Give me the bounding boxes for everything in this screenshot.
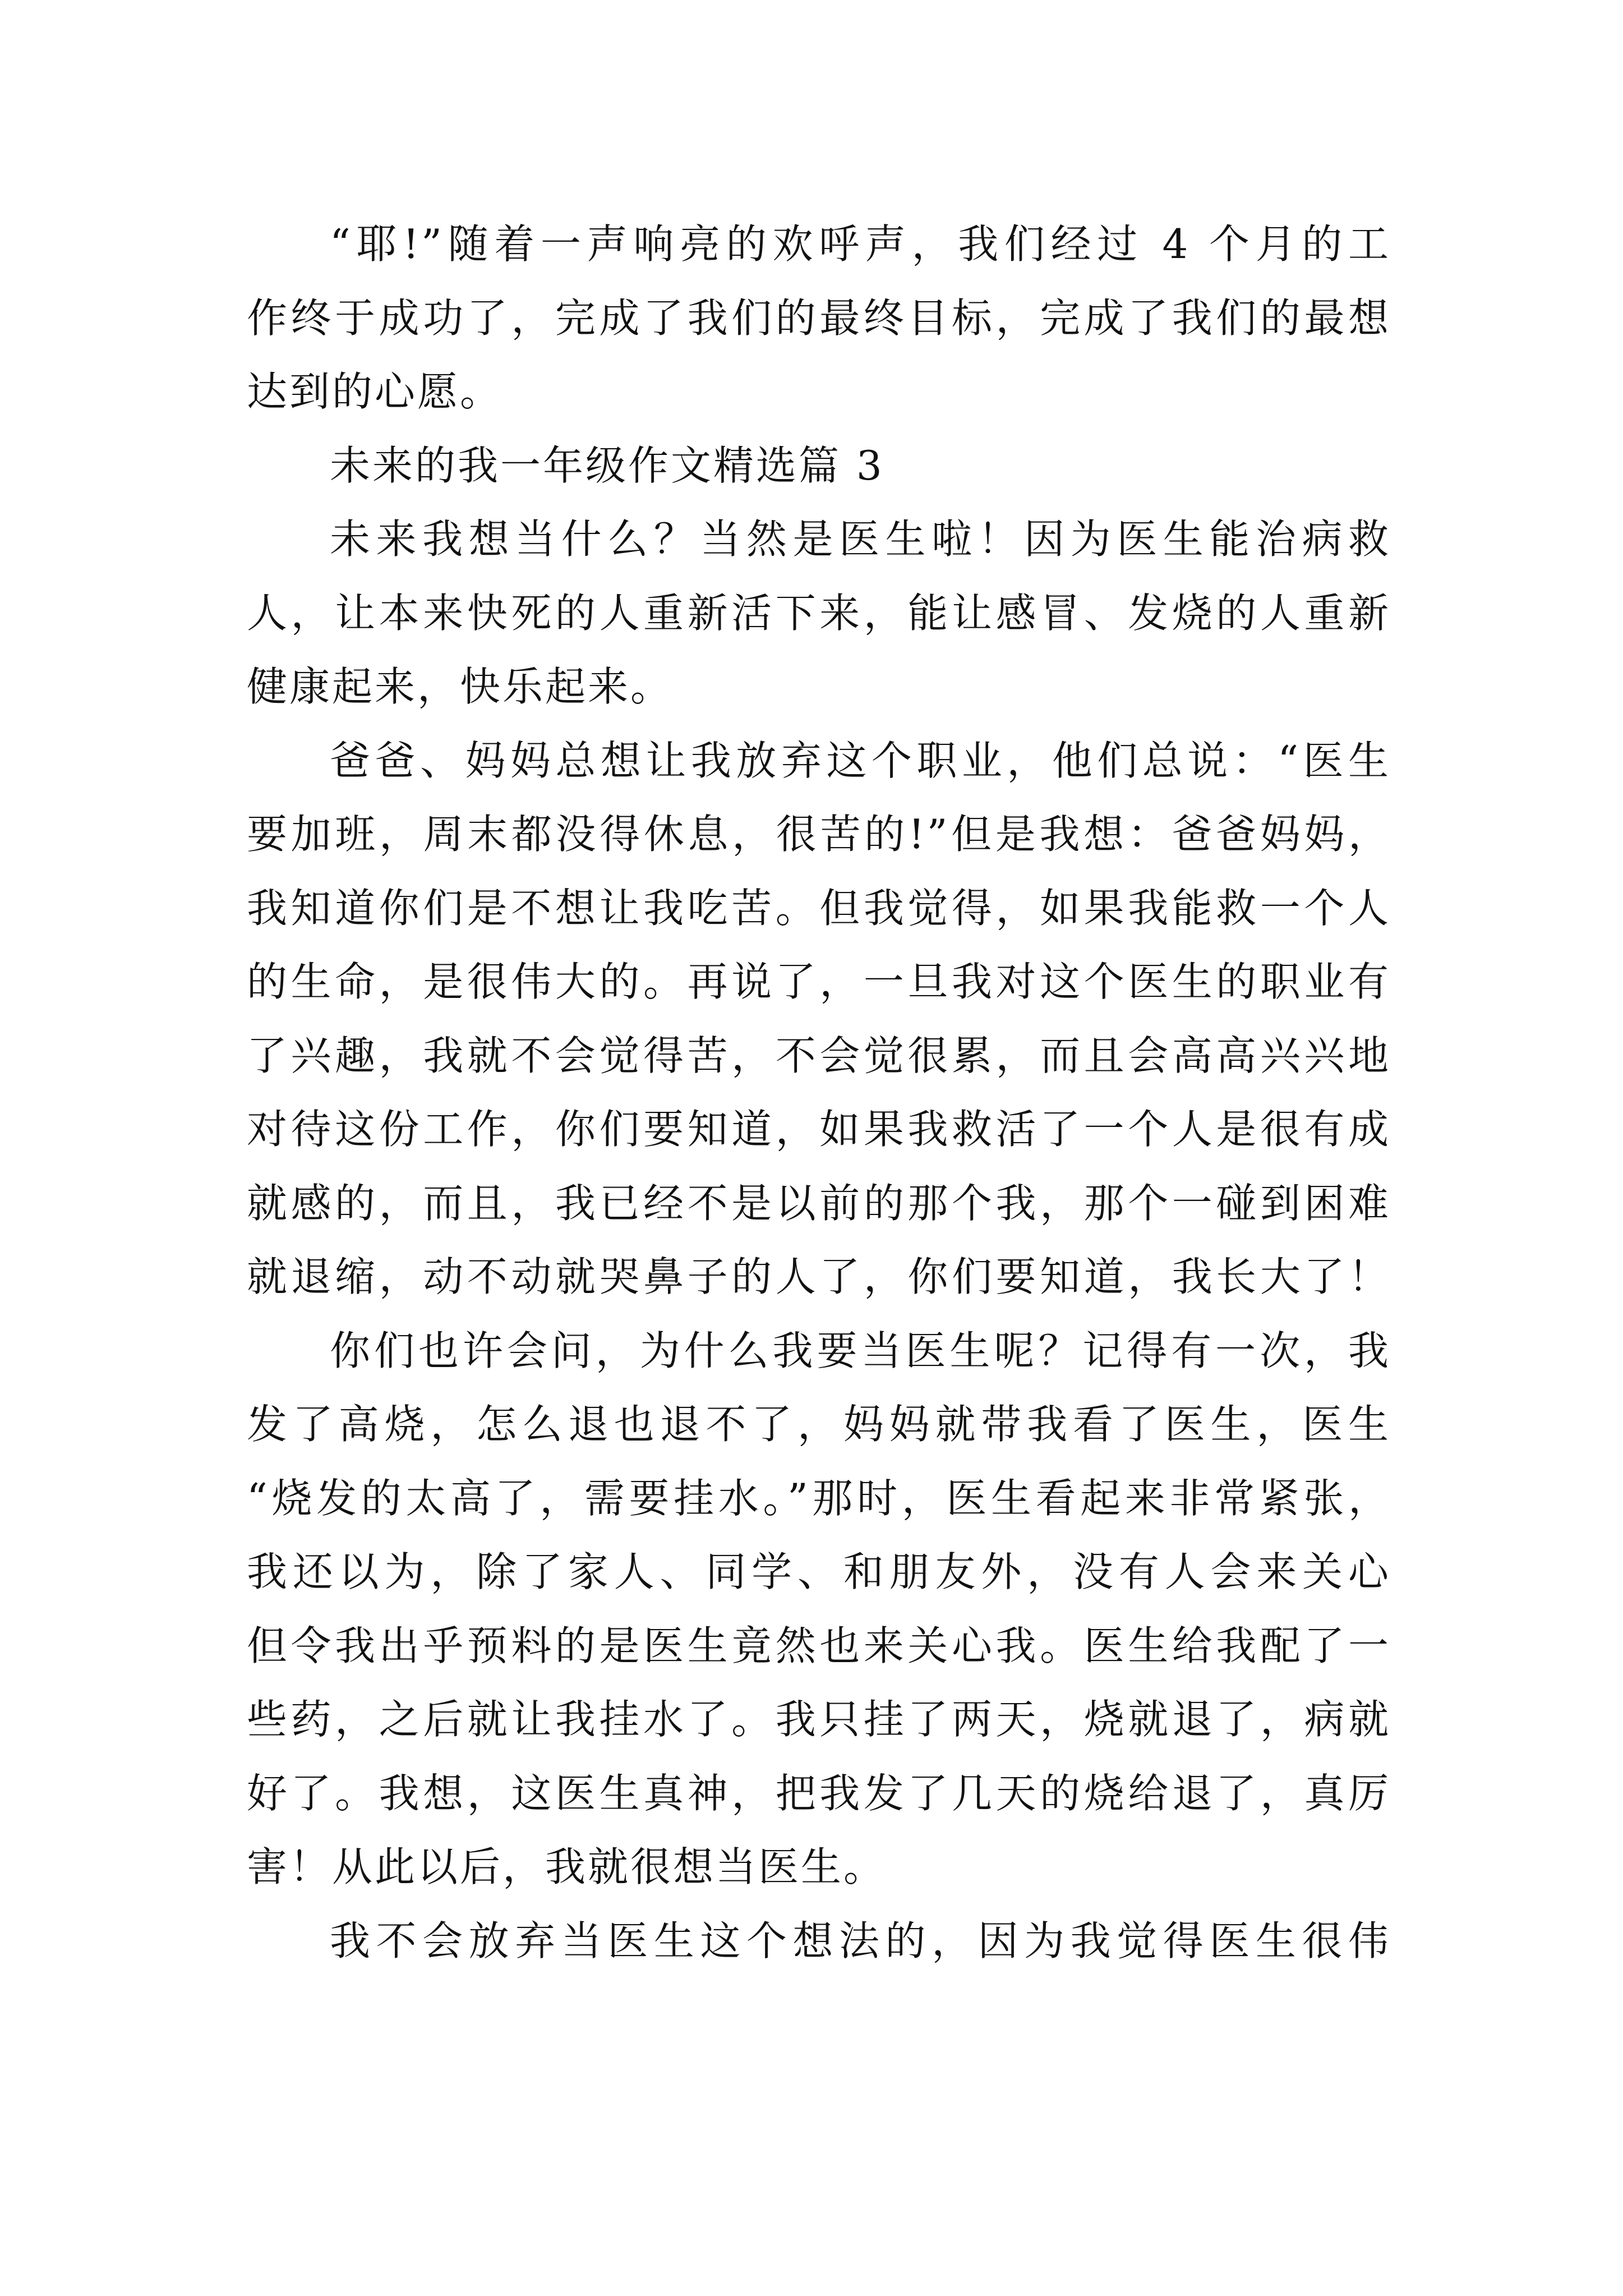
- paragraph-line: 就感的，而且，我已经不是以前的那个我，那个一碰到困难: [247, 1179, 1391, 1227]
- paragraph-line: 但令我出乎预料的是医生竟然也来关心我。医生给我配了一: [247, 1622, 1391, 1669]
- paragraph-line: 好了。我想，这医生真神，把我发了几天的烧给退了，真厉: [247, 1769, 1391, 1817]
- paragraph-line: 人，让本来快死的人重新活下来，能让感冒、发烧的人重新: [247, 589, 1391, 637]
- paragraph-line: 健康起来，快乐起来。: [247, 663, 674, 710]
- paragraph-line: 我不会放弃当医生这个想法的，因为我觉得医生很伟: [330, 1917, 1391, 1964]
- section-heading: 未来的我一年级作文精选篇 3: [330, 441, 884, 489]
- paragraph-line: “耶!”随着一声响亮的欢呼声，我们经过 4 个月的工: [330, 220, 1391, 268]
- paragraph-line: 就退缩，动不动就哭鼻子的人了，你们要知道，我长大了！: [247, 1253, 1391, 1300]
- paragraph-line: 了兴趣，我就不会觉得苦，不会觉很累，而且会高高兴兴地: [247, 1032, 1391, 1079]
- essay-body: [247, 208, 1391, 1978]
- paragraph-line: 爸爸、妈妈总想让我放弃这个职业，他们总说：“医生: [330, 737, 1391, 784]
- paragraph-line: “烧发的太高了，需要挂水。”那时，医生看起来非常紧张，: [247, 1474, 1391, 1522]
- paragraph-line: 发了高烧，怎么退也退不了，妈妈就带我看了医生，医生: [247, 1401, 1391, 1448]
- paragraph-line: 的生命，是很伟大的。再说了，一旦我对这个医生的职业有: [247, 958, 1391, 1005]
- paragraph-line: 我知道你们是不想让我吃苦。但我觉得，如果我能救一个人: [247, 884, 1391, 932]
- paragraph-line: 些药，之后就让我挂水了。我只挂了两天，烧就退了，病就: [247, 1696, 1391, 1743]
- paragraph-line: 未来我想当什么？当然是医生啦！因为医生能治病救: [330, 516, 1391, 563]
- paragraph-line: 达到的心愿。: [247, 368, 503, 415]
- paragraph-line: 你们也许会问，为什么我要当医生呢？记得有一次，我: [330, 1327, 1391, 1374]
- paragraph-line: 害！从此以后，我就很想当医生。: [247, 1843, 887, 1890]
- paragraph-line: 作终于成功了，完成了我们的最终目标，完成了我们的最想: [247, 294, 1391, 342]
- paragraph-line: 对待这份工作，你们要知道，如果我救活了一个人是很有成: [247, 1106, 1391, 1153]
- paragraph-line: 我还以为，除了家人、同学、和朋友外，没有人会来关心: [247, 1548, 1391, 1595]
- paragraph-line: 要加班，周末都没得休息，很苦的!”但是我想：爸爸妈妈，: [247, 811, 1391, 858]
